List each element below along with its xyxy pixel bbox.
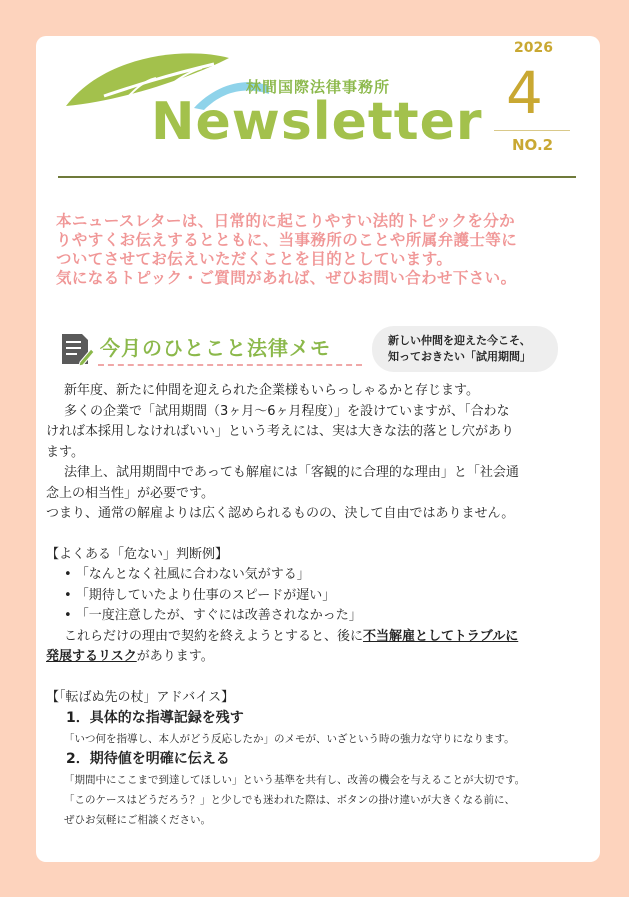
advice-text: 「いつ何を指導し、本人がどう反応したか」のメモが、いざという時の強力な守りになります。	[64, 733, 515, 745]
speech-bubble	[372, 326, 558, 372]
paragraph	[46, 627, 592, 648]
memo-pen-icon	[60, 332, 94, 366]
paragraph: 念上の相当性」が必要です。	[46, 485, 214, 501]
spacer	[46, 525, 592, 545]
section-title: 今月のひとこと法律メモ	[100, 336, 331, 360]
advice-text: ぜひお気軽にご相談ください。	[64, 814, 211, 826]
advice-text: 「このケースはどうだろう？」と少しでも迷われた際は、ボタンの掛け違いが大きくなる前に、	[64, 794, 515, 806]
issue-year: 2026	[514, 40, 553, 56]
bubble-line: 新しい仲間を迎えた今こそ、	[388, 334, 531, 347]
advice-text: 「期間中にここまで到達してほしい」という基準を共有し、改善の機会を与えることが大切です。	[64, 774, 526, 786]
paragraph: ます。	[46, 444, 84, 460]
list-heading: 【よくある「危ない」判断例】	[46, 546, 229, 562]
advice-heading: 【「転ばぬ先の杖」アドバイス】	[46, 689, 235, 705]
paragraph: つまり、通常の解雇よりは広く認められるものの、決して自由ではありません。	[46, 506, 515, 521]
advice-title: 2．期待値を明確に伝える	[66, 751, 230, 767]
paragraph	[46, 647, 592, 668]
intro-line: ついてさせてお伝えいただくことを目的としています。	[56, 250, 453, 268]
section-underline	[98, 364, 362, 366]
paragraph: 法律上、試用期間中であっても解雇には「客観的に合理的な理由」と「社会通	[64, 465, 519, 480]
emphasis-text: 発展するリスク	[46, 649, 137, 664]
bubble-line: 知っておきたい「試用期間」	[388, 350, 531, 363]
firm-name: 林間国際法律事務所	[246, 78, 391, 96]
newsletter-title: Newsletter	[151, 92, 483, 152]
list-item: • 「一度注意したが、すぐには改善されなかった」	[64, 608, 362, 623]
header-rule	[58, 176, 576, 178]
issue-month: 4	[506, 59, 543, 127]
intro-text	[56, 212, 584, 288]
issue-number: NO.2	[512, 136, 554, 154]
intro-line: 気になるトピック・ご質問があれば、ぜひお問い合わせ下さい。	[56, 269, 517, 287]
paragraph: ければ本採用しなければいい」という考えには、実は大きな法的落とし穴があり	[46, 424, 515, 439]
intro-line: 本ニュースレターは、日常的に起こりやすい法的トピックを分か	[56, 212, 516, 230]
article-body	[46, 381, 592, 830]
text: これらだけの理由で契約を終えようとすると、後に	[64, 628, 364, 644]
text: があります。	[136, 649, 214, 664]
issue-divider	[494, 130, 570, 131]
list-item: • 「期待していたより仕事のスピードが遅い」	[64, 587, 336, 603]
intro-line: りやすくお伝えするとともに、当事務所のことや所属弁護士等に	[56, 231, 518, 249]
paragraph: 多くの企業で「試用期間（3ヶ月〜6ヶ月程度）」を設けていますが、「合わな	[64, 403, 510, 419]
spacer	[46, 668, 592, 688]
newsletter-page	[36, 36, 600, 862]
paragraph: 新年度、新たに仲間を迎えられた企業様もいらっしゃるかと存じます。	[64, 383, 479, 398]
emphasis-text: 不当解雇としてトラブルに	[363, 628, 519, 644]
advice-title: 1．具体的な指導記録を残す	[66, 710, 244, 726]
list-item: • 「なんとなく社風に合わない気がする」	[64, 567, 310, 582]
